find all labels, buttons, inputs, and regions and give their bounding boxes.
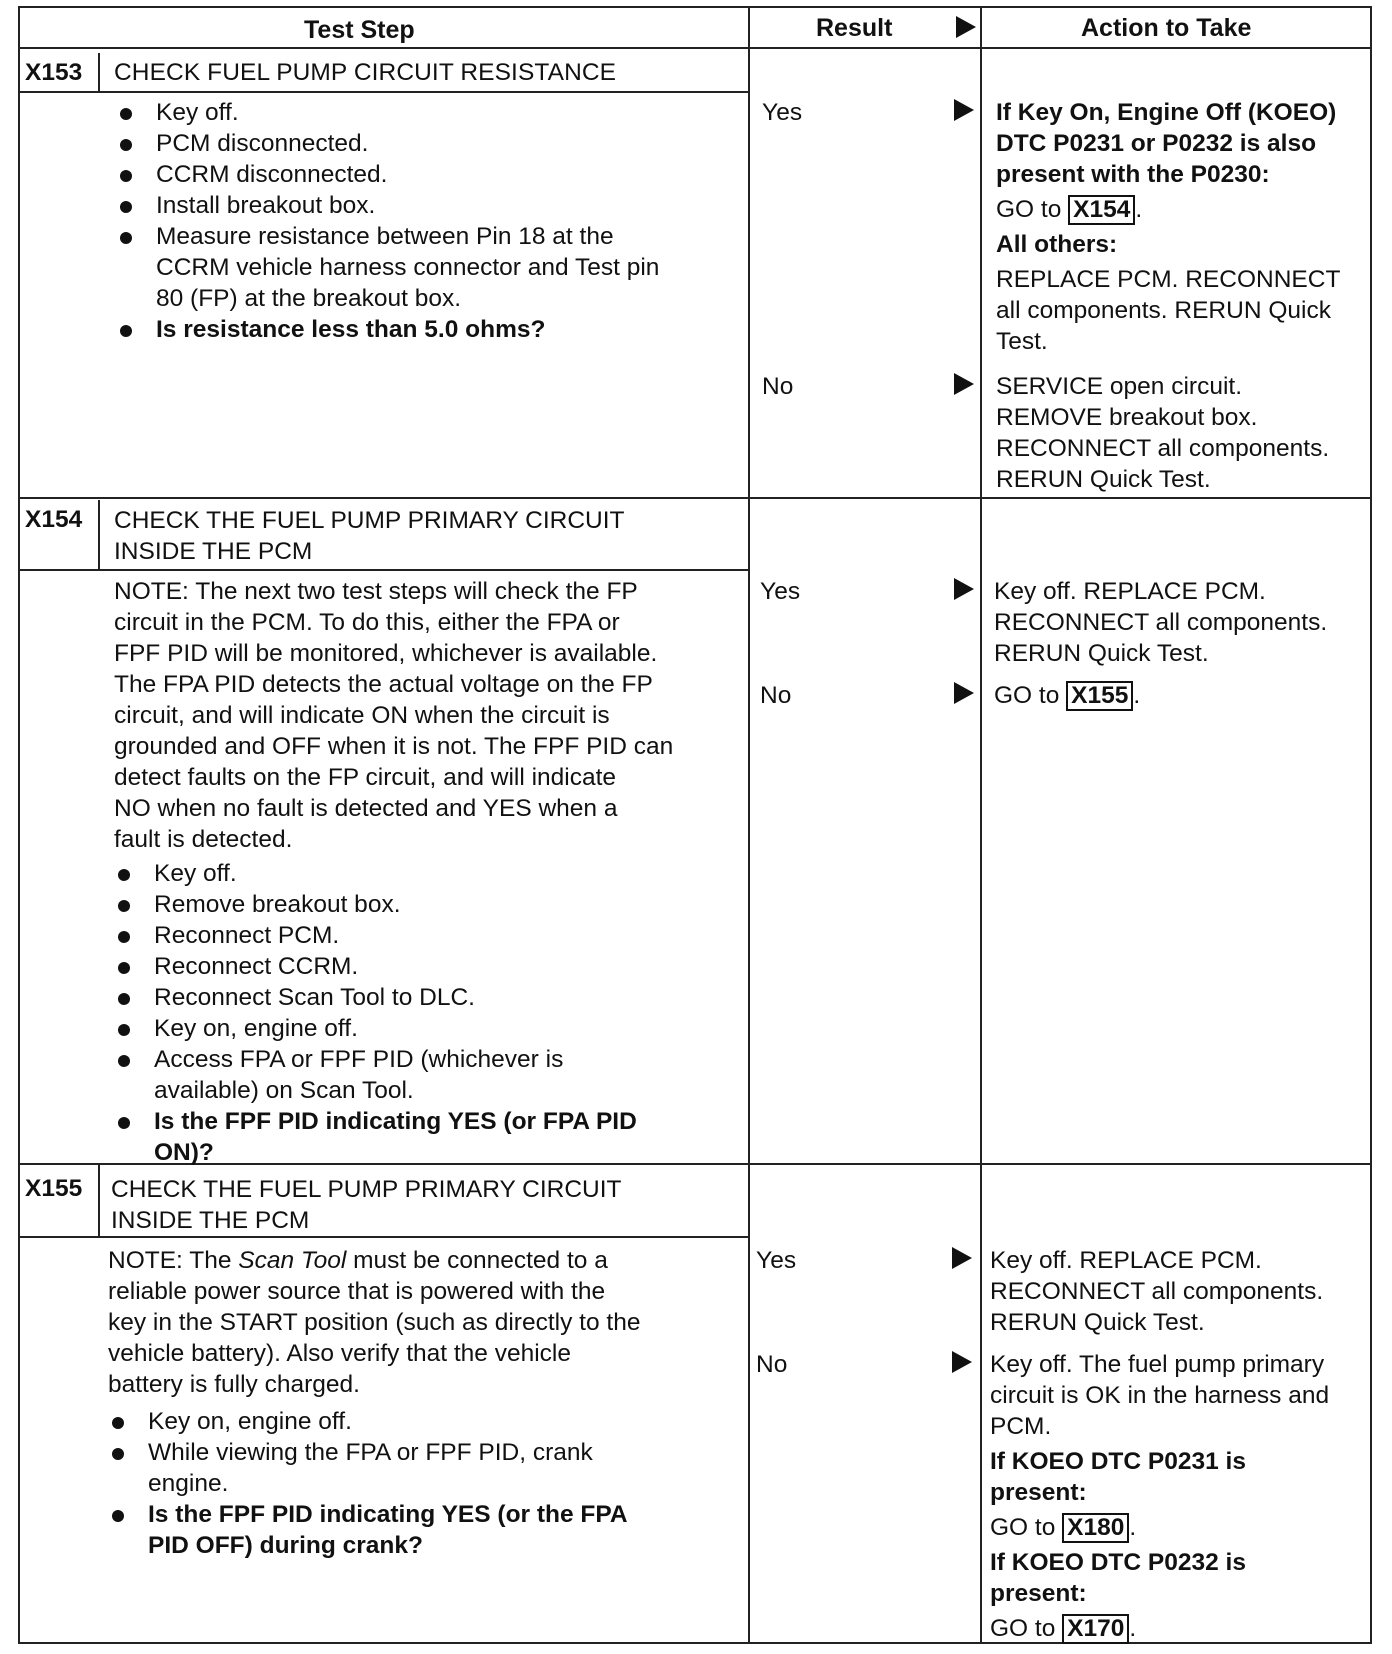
x153-yes-arrow-icon: [954, 99, 974, 121]
list-item: While viewing the FPA or FPF PID, crank: [108, 1437, 628, 1468]
step-id-x153: X153: [25, 59, 83, 86]
x153-no-action: SERVICE open circuit. REMOVE breakout box. RECONNECT all components. RERUN Quick Test.: [996, 373, 1330, 493]
step-title-x153: CHECK FUEL PUMP CIRCUIT RESISTANCE: [114, 59, 617, 86]
list-item: Key on, engine off.: [114, 1013, 637, 1044]
list-item-continuation: CCRM vehicle harness connector and Test pin: [156, 254, 660, 281]
list-item: Reconnect CCRM.: [114, 951, 637, 982]
id-divider-x155: [98, 1165, 100, 1237]
list-item: Reconnect PCM.: [114, 920, 637, 951]
x153-bullet-list: [116, 97, 659, 345]
header-action: Action to Take: [1081, 14, 1252, 42]
column-divider-step: [748, 6, 750, 1644]
x155-yes-action: Key off. REPLACE PCM. RECONNECT all components. RERUN Quick Test.: [990, 1247, 1324, 1336]
list-item: CCRM disconnected.: [116, 159, 659, 190]
x155-note: NOTE: The Scan Tool must be connected to a reliable power source that is powered with the key in the START position (such as directly to the vehicle battery). Also verify that the vehicle battery is fully charged.: [108, 1247, 641, 1398]
x154-result-no: No: [760, 682, 792, 709]
list-item: Install breakout box.: [116, 190, 659, 221]
list-item-continuation: available) on Scan Tool.: [154, 1077, 414, 1104]
x155-no-action: Key off. The fuel pump primary circuit is OK in the harness and PCM. If KOEO DTC P0231 is present: GO to X180 . If KOEO DTC P0232 is present: GO to X170 .: [990, 1351, 1330, 1642]
x154-result-yes: Yes: [760, 578, 801, 605]
step-title-x155: CHECK THE FUEL PUMP PRIMARY CIRCUIT INSIDE THE PCM: [111, 1176, 622, 1234]
list-item: Key off.: [114, 858, 637, 889]
x154-bullet-list: [114, 858, 637, 1168]
list-item-continuation: engine.: [148, 1470, 229, 1497]
x155-result-yes: Yes: [756, 1247, 797, 1274]
header-divider: [18, 47, 1372, 49]
list-item-question: Is resistance less than 5.0 ohms?: [116, 314, 659, 345]
x155-result-no: No: [756, 1351, 788, 1378]
x154-yes-action: Key off. REPLACE PCM. RECONNECT all components. RERUN Quick Test.: [994, 578, 1328, 667]
goto-ref-x180[interactable]: X180: [1062, 1513, 1129, 1543]
x154-no-action: GO to X155 .: [994, 682, 1141, 709]
id-divider-x153: [98, 53, 100, 93]
header-result: Result: [816, 14, 893, 42]
x153-no-arrow-icon: [954, 373, 974, 395]
list-item: PCM disconnected.: [116, 128, 659, 159]
x154-title-divider: [18, 569, 750, 571]
header-arrow-icon: [956, 16, 976, 38]
x154-yes-arrow-icon: [954, 578, 974, 600]
x154-note: NOTE: The next two test steps will check the FP circuit in the PCM. To do this, either the FPA or FPF PID will be monitored, whichever is available. The FPA PID detects the actual voltage on the FP circuit, and will indicate ON when the circuit is grounded and OFF when it is not. The FPF PID can detect faults on the FP circuit, and will indicate NO when no fault is detected and YES when a fault is detected.: [114, 578, 674, 853]
list-item: Remove breakout box.: [114, 889, 637, 920]
list-item: Key on, engine off.: [108, 1406, 628, 1437]
list-item-continuation: 80 (FP) at the breakout box.: [156, 285, 462, 312]
goto-ref-x154[interactable]: X154: [1068, 195, 1135, 225]
x155-no-arrow-icon: [952, 1351, 972, 1373]
goto-ref-x155[interactable]: X155: [1066, 681, 1133, 711]
goto-ref-x170[interactable]: X170: [1062, 1614, 1129, 1644]
x153-result-no: No: [762, 373, 794, 400]
x153-result-yes: Yes: [762, 99, 803, 126]
list-item-continuation: PID OFF) during crank?: [148, 1532, 423, 1559]
list-item: Measure resistance between Pin 18 at the: [116, 221, 659, 252]
list-item-question: Is the FPF PID indicating YES (or the FPA: [108, 1499, 628, 1530]
list-item: Reconnect Scan Tool to DLC.: [114, 982, 637, 1013]
x153-title-divider: [18, 91, 750, 93]
x155-bullet-list: [108, 1406, 628, 1561]
list-item-question: Is the FPF PID indicating YES (or FPA PID: [114, 1106, 637, 1137]
x155-title-divider: [18, 1236, 750, 1238]
x154-no-arrow-icon: [954, 682, 974, 704]
step-title-x154: CHECK THE FUEL PUMP PRIMARY CIRCUIT INSIDE THE PCM: [114, 507, 625, 565]
x153-yes-action: If Key On, Engine Off (KOEO) DTC P0231 or P0232 is also present with the P0230: GO to X154 . All others: REPLACE PCM. RECONNECT all components. RERUN Quick Test.: [996, 99, 1341, 355]
step-id-x154: X154: [25, 506, 83, 533]
step-id-x155: X155: [25, 1175, 83, 1202]
column-divider-result: [980, 6, 982, 1644]
list-item: Key off.: [116, 97, 659, 128]
list-item-continuation: ON)?: [154, 1139, 214, 1166]
id-divider-x154: [98, 500, 100, 570]
list-item: Access FPA or FPF PID (whichever is: [114, 1044, 637, 1075]
header-test-step: Test Step: [304, 16, 415, 44]
x153-row-divider: [18, 497, 1372, 499]
x155-yes-arrow-icon: [952, 1247, 972, 1269]
